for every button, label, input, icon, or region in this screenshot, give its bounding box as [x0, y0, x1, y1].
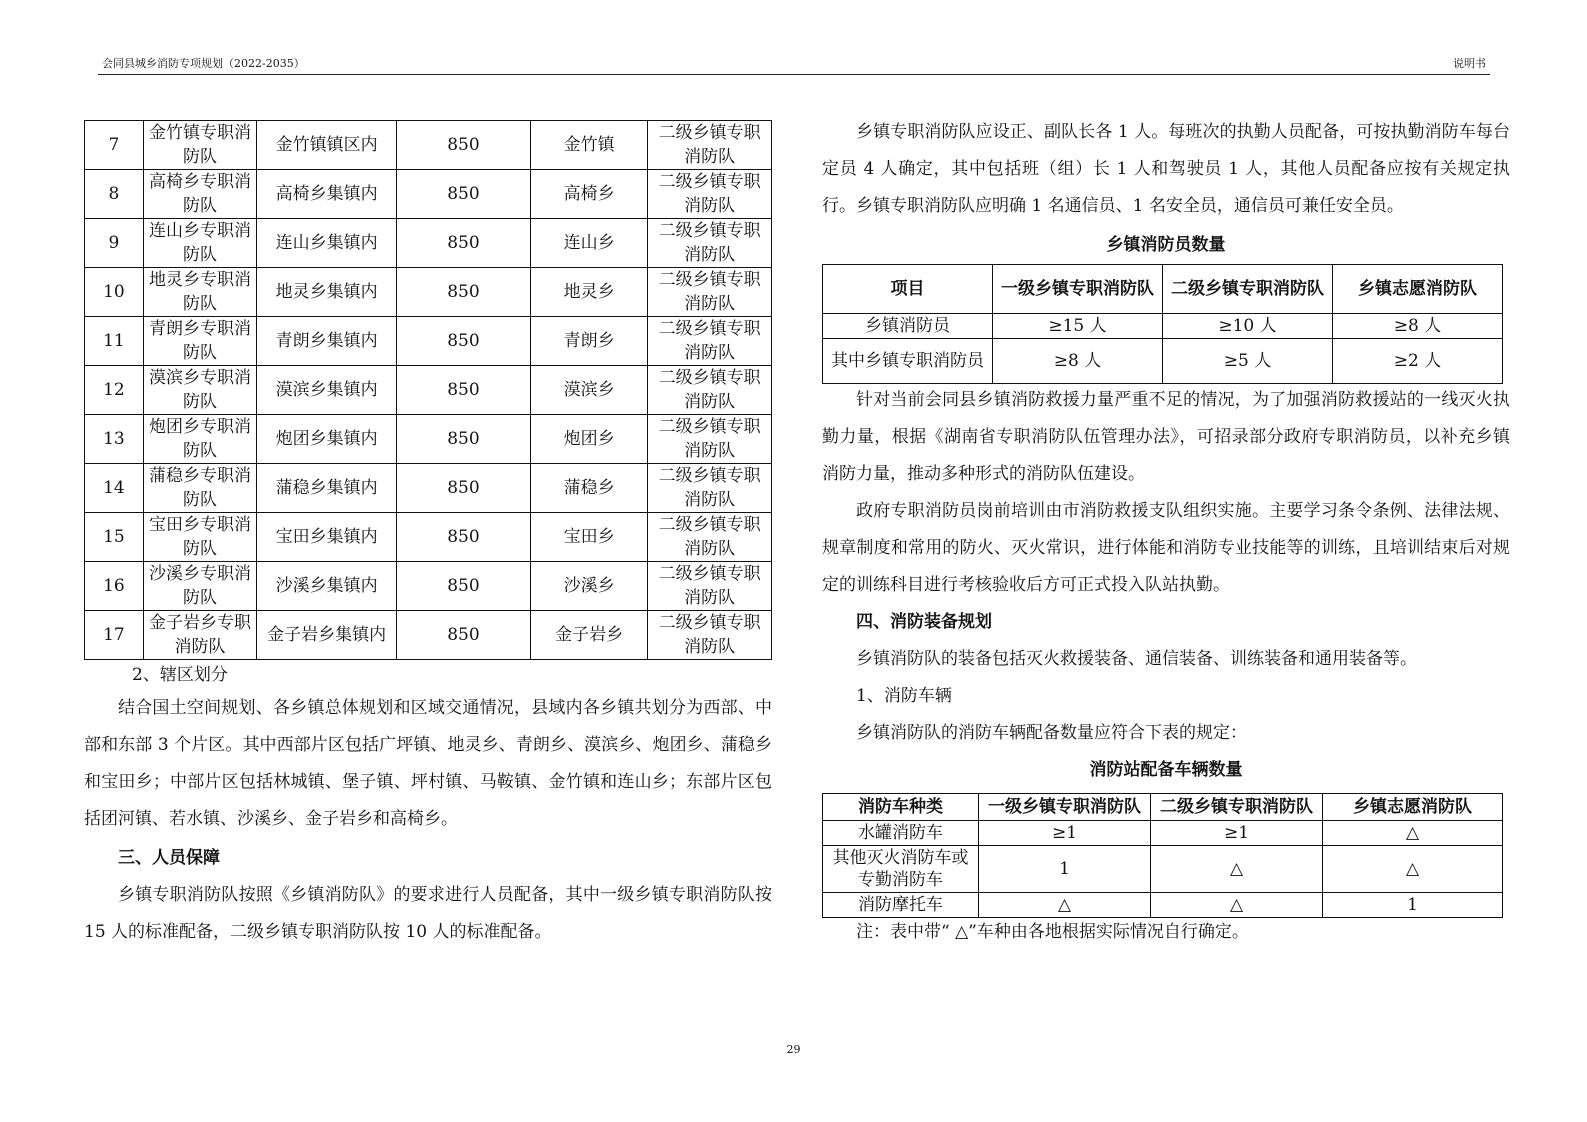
- station-table-body: [85, 121, 772, 660]
- table-cell: 16: [85, 562, 144, 611]
- table-cell: 8: [85, 170, 144, 219]
- paragraph-equipment: 乡镇消防队的装备包括灭火救援装备、通信装备、训练装备和通用装备等。: [856, 649, 1417, 669]
- table-cell: △: [979, 893, 1151, 918]
- table-row: [85, 611, 772, 660]
- vehicle-header-cell: 消防车种类: [823, 794, 979, 821]
- table-row: [823, 339, 1503, 384]
- table-cell: 二级乡镇专职消防队: [648, 415, 772, 464]
- table-cell: 蒲稳乡专职消防队: [143, 464, 256, 513]
- table-cell: 青朗乡集镇内: [257, 317, 397, 366]
- table-cell: 二级乡镇专职消防队: [648, 513, 772, 562]
- vehicle-table-header-row: [823, 794, 1503, 821]
- table-cell: 炮团乡: [530, 415, 648, 464]
- vehicle-header-cell: 一级乡镇专职消防队: [979, 794, 1151, 821]
- table-cell: 漠滨乡集镇内: [257, 366, 397, 415]
- table-cell: 漠滨乡: [530, 366, 648, 415]
- table-cell: ≥5 人: [1163, 339, 1333, 384]
- table-cell: 青朗乡专职消防队: [143, 317, 256, 366]
- table-cell: 850: [397, 170, 531, 219]
- sub-heading-jurisdiction: 2、辖区划分: [132, 665, 228, 685]
- table-cell: 15: [85, 513, 144, 562]
- table-cell: 炮团乡集镇内: [257, 415, 397, 464]
- table-cell: 850: [397, 611, 531, 660]
- table-cell: 850: [397, 415, 531, 464]
- staff-header-cell: 二级乡镇专职消防队: [1163, 265, 1333, 314]
- page-header: [98, 56, 1490, 75]
- table-row: [85, 415, 772, 464]
- table-cell: 1: [979, 846, 1151, 893]
- right-column: [822, 114, 1510, 946]
- paragraph-training: 政府专职消防员岗前培训由市消防救援支队组织实施。主要学习条令条例、法律法规、规章制度和常用的防火、灭火常识，进行体能和消防专业技能等的训练，且培训结束后对规定的训练科目进行考核验收后方可正式投入队站执勤。: [822, 501, 1510, 595]
- table-cell: 二级乡镇专职消防队: [648, 464, 772, 513]
- table-cell: 连山乡专职消防队: [143, 219, 256, 268]
- table-cell: 9: [85, 219, 144, 268]
- table-cell: 地灵乡: [530, 268, 648, 317]
- table-cell: △: [1151, 846, 1323, 893]
- table-row: [823, 821, 1503, 846]
- table-cell: 二级乡镇专职消防队: [648, 366, 772, 415]
- table-cell: 850: [397, 219, 531, 268]
- table-note: 注：表中带“ △”车种由各地根据实际情况自行确定。: [856, 922, 1249, 942]
- table-cell: ≥8 人: [993, 339, 1163, 384]
- table-cell: 850: [397, 317, 531, 366]
- table-cell: △: [1323, 846, 1503, 893]
- table-cell: 乡镇消防员: [823, 314, 993, 339]
- table-cell: 连山乡集镇内: [257, 219, 397, 268]
- table-cell: 二级乡镇专职消防队: [648, 317, 772, 366]
- table-cell: 蒲稳乡集镇内: [257, 464, 397, 513]
- table-cell: 850: [397, 366, 531, 415]
- table-cell: 17: [85, 611, 144, 660]
- staff-header-cell: 项目: [823, 265, 993, 314]
- paragraph-current-situation: 针对当前会同县乡镇消防救援力量严重不足的情况，为了加强消防救援站的一线灭火执勤力量，根据《湖南省专职消防队伍管理办法》，可招录部分政府专职消防员，以补充乡镇消防力量，推动多种形式的消防队伍建设。: [822, 390, 1510, 484]
- table-cell: 金子岩乡: [530, 611, 648, 660]
- table-cell: 二级乡镇专职消防队: [648, 121, 772, 170]
- paragraph-staffing: 乡镇专职消防队按照《乡镇消防队》的要求进行人员配备，其中一级乡镇专职消防队按 15 人的标准配备，二级乡镇专职消防队按 10 人的标准配备。: [84, 885, 772, 942]
- table-cell: 二级乡镇专职消防队: [648, 562, 772, 611]
- table-row: [85, 170, 772, 219]
- table-cell: 二级乡镇专职消防队: [648, 611, 772, 660]
- table-cell: 1: [1323, 893, 1503, 918]
- vehicle-table-caption: 消防站配备车辆数量: [1089, 760, 1243, 780]
- vehicle-table: [822, 793, 1503, 918]
- table-cell: 二级乡镇专职消防队: [648, 219, 772, 268]
- table-cell: 850: [397, 464, 531, 513]
- table-row: [85, 366, 772, 415]
- table-cell: 连山乡: [530, 219, 648, 268]
- header-title: 会同县城乡消防专项规划（2022-2035）: [102, 57, 305, 70]
- table-cell: ≥1: [979, 821, 1151, 846]
- table-cell: 二级乡镇专职消防队: [648, 268, 772, 317]
- table-cell: ≥2 人: [1333, 339, 1503, 384]
- table-cell: 地灵乡集镇内: [257, 268, 397, 317]
- table-cell: 水罐消防车: [823, 821, 979, 846]
- table-cell: 14: [85, 464, 144, 513]
- left-column: [84, 120, 772, 951]
- table-cell: 12: [85, 366, 144, 415]
- table-cell: ≥15 人: [993, 314, 1163, 339]
- header-section: 说明书: [1453, 57, 1486, 70]
- table-row: [85, 562, 772, 611]
- table-cell: 850: [397, 562, 531, 611]
- station-table: [84, 120, 772, 660]
- table-row: [85, 219, 772, 268]
- table-cell: ≥8 人: [1333, 314, 1503, 339]
- table-cell: 沙溪乡专职消防队: [143, 562, 256, 611]
- table-cell: 漠滨乡专职消防队: [143, 366, 256, 415]
- table-cell: 地灵乡专职消防队: [143, 268, 256, 317]
- table-cell: 沙溪乡: [530, 562, 648, 611]
- paragraph-jurisdiction: 结合国土空间规划、各乡镇总体规划和区域交通情况，县域内各乡镇共划分为西部、中部和东部 3 个片区。其中西部片区包括广坪镇、地灵乡、青朗乡、漠滨乡、炮团乡、蒲稳乡和宝田乡；中部片区包括林城镇、堡子镇、坪村镇、马鞍镇、金竹镇和连山乡；东部片区包括团河镇、若水镇、沙溪乡、金子岩乡和高椅乡。: [84, 698, 772, 829]
- table-cell: 炮团乡专职消防队: [143, 415, 256, 464]
- table-cell: 沙溪乡集镇内: [257, 562, 397, 611]
- table-cell: 宝田乡集镇内: [257, 513, 397, 562]
- table-cell: 高椅乡专职消防队: [143, 170, 256, 219]
- table-row: [85, 317, 772, 366]
- table-cell: 金竹镇: [530, 121, 648, 170]
- table-row: [823, 846, 1503, 893]
- table-cell: 高椅乡: [530, 170, 648, 219]
- table-cell: 蒲稳乡: [530, 464, 648, 513]
- heading-staffing: 三、人员保障: [118, 848, 220, 868]
- table-cell: 850: [397, 513, 531, 562]
- table-cell: △: [1323, 821, 1503, 846]
- heading-equipment: 四、消防装备规划: [856, 612, 992, 632]
- page-number: 29: [786, 1043, 801, 1056]
- table-cell: 金竹镇镇区内: [257, 121, 397, 170]
- paragraph-leaders: 乡镇专职消防队应设正、副队长各 1 人。每班次的执勤人员配备，可按执勤消防车每台定员 4 人确定，其中包括班（组）长 1 人和驾驶员 1 人，其他人员配备应按有关规定执行。乡镇专职消防队应明确 1 名通信员、1 名安全员，通信员可兼任安全员。: [822, 122, 1510, 216]
- table-cell: 宝田乡: [530, 513, 648, 562]
- table-cell: 其中乡镇专职消防员: [823, 339, 993, 384]
- table-cell: 7: [85, 121, 144, 170]
- vehicle-header-cell: 乡镇志愿消防队: [1323, 794, 1503, 821]
- table-row: [85, 268, 772, 317]
- table-row: [85, 121, 772, 170]
- table-row: [85, 513, 772, 562]
- staff-header-cell: 一级乡镇专职消防队: [993, 265, 1163, 314]
- staff-table-header-row: [823, 265, 1503, 314]
- table-cell: ≥1: [1151, 821, 1323, 846]
- table-cell: 消防摩托车: [823, 893, 979, 918]
- table-cell: 10: [85, 268, 144, 317]
- table-cell: △: [1151, 893, 1323, 918]
- table-row: [823, 893, 1503, 918]
- staff-table: [822, 264, 1503, 384]
- paragraph-vehicle-rule: 乡镇消防队的消防车辆配备数量应符合下表的规定：: [856, 723, 1247, 743]
- table-cell: 850: [397, 268, 531, 317]
- table-cell: 金子岩乡专职消防队: [143, 611, 256, 660]
- table-cell: 850: [397, 121, 531, 170]
- table-cell: 宝田乡专职消防队: [143, 513, 256, 562]
- table-cell: 二级乡镇专职消防队: [648, 170, 772, 219]
- table-cell: 高椅乡集镇内: [257, 170, 397, 219]
- table-cell: 11: [85, 317, 144, 366]
- table-cell: ≥10 人: [1163, 314, 1333, 339]
- table-row: [85, 464, 772, 513]
- staff-table-caption: 乡镇消防员数量: [1106, 235, 1226, 255]
- table-cell: 金竹镇专职消防队: [143, 121, 256, 170]
- table-cell: 其他灭火消防车或专勤消防车: [823, 846, 979, 893]
- staff-header-cell: 乡镇志愿消防队: [1333, 265, 1503, 314]
- table-cell: 金子岩乡集镇内: [257, 611, 397, 660]
- table-cell: 青朗乡: [530, 317, 648, 366]
- vehicle-header-cell: 二级乡镇专职消防队: [1151, 794, 1323, 821]
- sub-heading-vehicles: 1、消防车辆: [856, 686, 952, 706]
- table-cell: 13: [85, 415, 144, 464]
- table-row: [823, 314, 1503, 339]
